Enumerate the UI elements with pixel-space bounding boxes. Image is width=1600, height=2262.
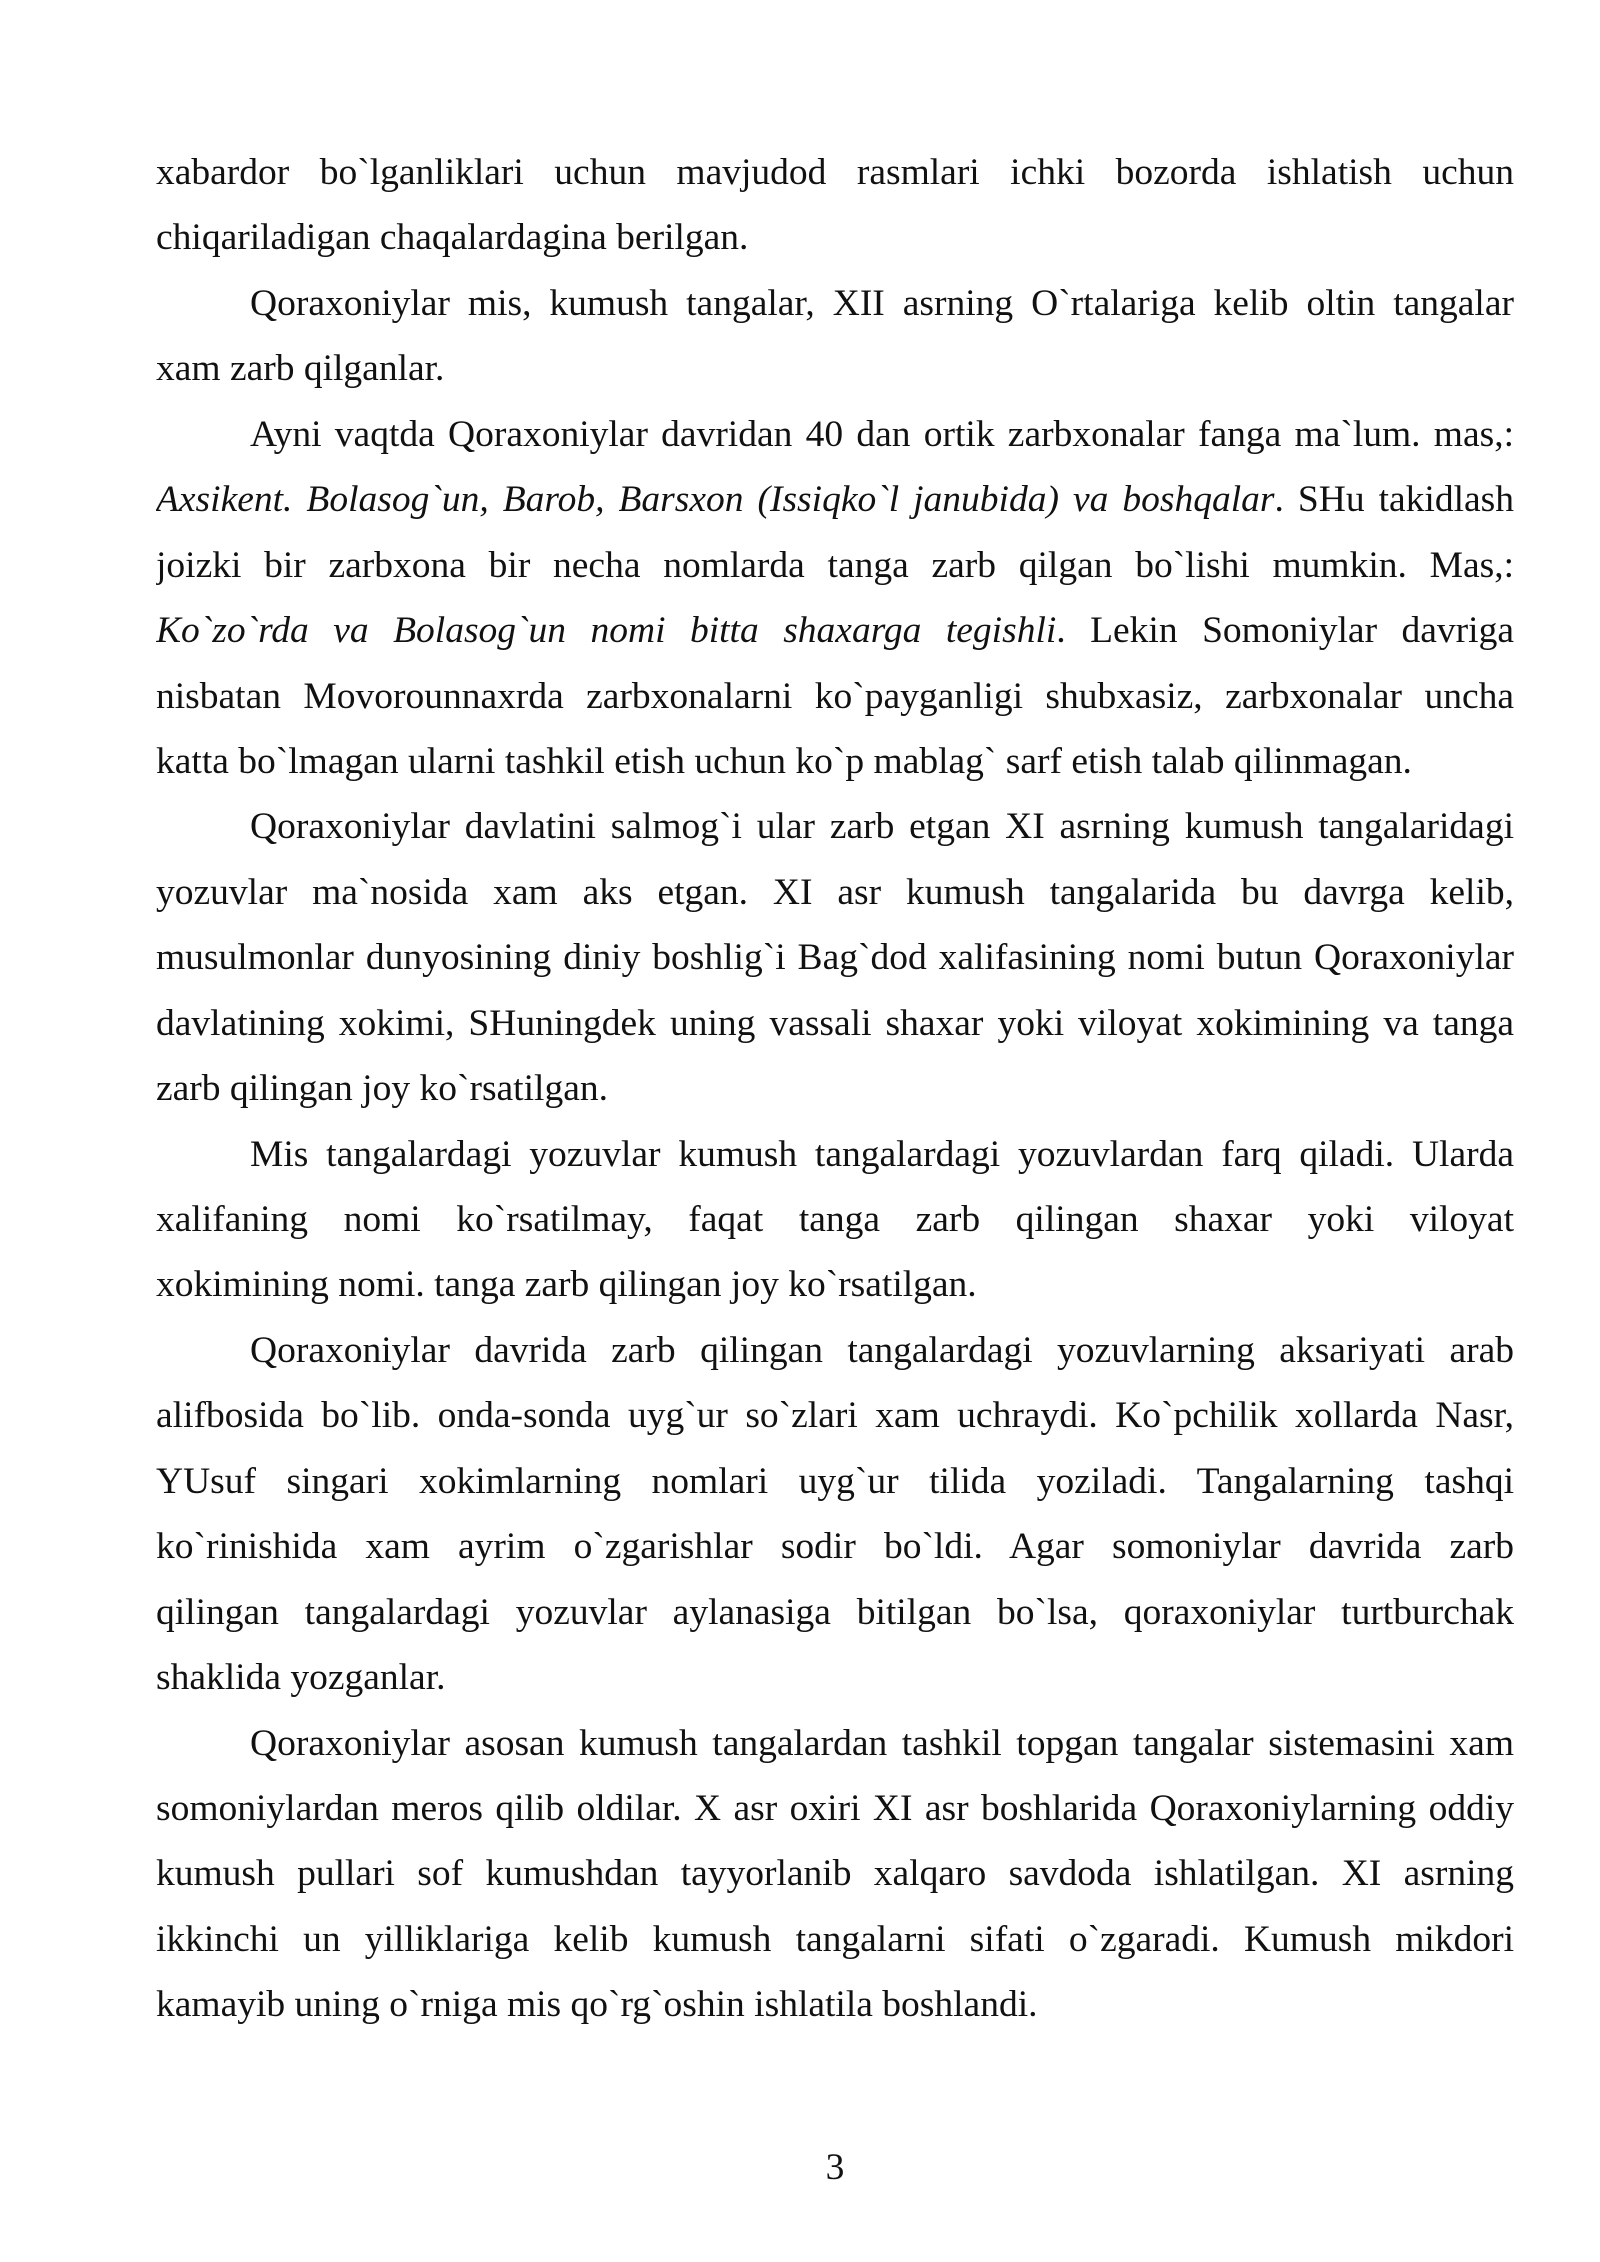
text-line: davlatining xokimi, SHuningdek uning vassali shaxar yoki viloyat xokimining va tanga [156, 1002, 1514, 1044]
text-line: nisbatan Movorounnaxrda zarbxonalarni ko`payganligi shubxasiz, zarbxonalar uncha [156, 675, 1514, 717]
paragraph [156, 140, 1514, 271]
text-line: shaklida yozganlar. [156, 1657, 446, 1699]
text-line: Qoraxoniylar davlatini salmog`i ular zarb etgan XI asrning kumush tangalaridagi [250, 806, 1514, 848]
text-line: Ayni vaqtda Qoraxoniylar davridan 40 dan ortik zarbxonalar fanga ma`lum. mas,: [250, 413, 1514, 455]
paragraph [156, 402, 1514, 795]
text-line: ko`rinishida xam ayrim o`zgarishlar sodir bo`ldi. Agar somoniylar davrida zarb [156, 1526, 1514, 1568]
text-line [156, 598, 1514, 663]
text-line: katta bo`lmagan ularni tashkil etish uchun ko`p mablag` sarf etish talab qilinmagan. [156, 740, 1412, 782]
text-line: kumush pullari sof kumushdan tayyorlanib xalqaro savdoda ishlatilgan. XI asrning [156, 1853, 1514, 1895]
text-line: somoniylardan meros qilib oldilar. X asr oxiri XI asr boshlarida Qoraxoniylarning oddiy [156, 1787, 1514, 1829]
document-body [156, 140, 1514, 2038]
text-line [156, 467, 1514, 532]
roman-text: . Lekin Somoniylar davriga [1056, 610, 1514, 652]
paragraph [156, 271, 1514, 402]
paragraph [156, 1318, 1514, 1711]
paragraph [156, 1711, 1514, 2038]
text-line: zarb qilingan joy ko`rsatilgan. [156, 1068, 608, 1110]
italic-text: Ko`zo`rda va Bolasog`un nomi bitta shaxarga tegishli [156, 610, 1057, 652]
text-line: Mis tangalardagi yozuvlar kumush tangalardagi yozuvlardan farq qiladi. Ularda [250, 1133, 1514, 1175]
text-line: musulmonlar dunyosining diniy boshlig`i Bag`dod xalifasining nomi butun Qoraxoniylar [156, 937, 1514, 979]
roman-text: . SHu takidlash [1274, 479, 1514, 521]
page-number: 3 [825, 2147, 845, 2188]
paragraph [156, 1122, 1514, 1318]
text-line: YUsuf singari xokimlarning nomlari uyg`ur tilida yoziladi. Tangalarning tashqi [156, 1460, 1514, 1502]
text-line: xalifaning nomi ko`rsatilmay, faqat tanga zarb qilingan shaxar yoki viloyat [156, 1199, 1514, 1240]
text-line: alifbosida bo`lib. onda-sonda uyg`ur so`zlari xam uchraydi. Ko`pchilik xollarda Nasr, [156, 1395, 1514, 1437]
paragraph [156, 794, 1514, 1121]
text-line: xam zarb qilganlar. [156, 348, 445, 390]
italic-text: Axsikent. Bolasog`un, Barob, Barsxon (Issiqko`l janubida) va boshqalar [156, 479, 1275, 521]
text-line: chiqariladigan chaqalardagina berilgan. [156, 217, 749, 259]
text-line: joizki bir zarbxona bir necha nomlarda tanga zarb qilgan bo`lishi mumkin. Mas,: [156, 544, 1514, 586]
text-line: xabardor bo`lganliklari uchun mavjudod rasmlari ichki bozorda ishlatish uchun [156, 152, 1514, 193]
text-line: kamayib uning o`rniga mis qo`rg`oshin ishlatila boshlandi. [156, 1984, 1038, 2026]
text-line: qilingan tangalardagi yozuvlar aylanasiga bitilgan bo`lsa, qoraxoniylar turtburchak [156, 1591, 1514, 1633]
text-line: ikkinchi un yilliklariga kelib kumush tangalarni sifati o`zgaradi. Kumush mikdori [156, 1918, 1514, 1960]
text-line: Qoraxoniylar asosan kumush tangalardan tashkil topgan tangalar sistemasini xam [250, 1722, 1514, 1764]
text-line: Qoraxoniylar davrida zarb qilingan tangalardagi yozuvlarning aksariyati arab [250, 1329, 1514, 1371]
text-line: yozuvlar ma`nosida xam aks etgan. XI asr kumush tangalarida bu davrga kelib, [156, 871, 1514, 913]
text-line: xokimining nomi. tanga zarb qilingan joy ko`rsatilgan. [156, 1264, 977, 1306]
text-line: Qoraxoniylar mis, kumush tangalar, XII asrning O`rtalariga kelib oltin tangalar [250, 282, 1514, 324]
